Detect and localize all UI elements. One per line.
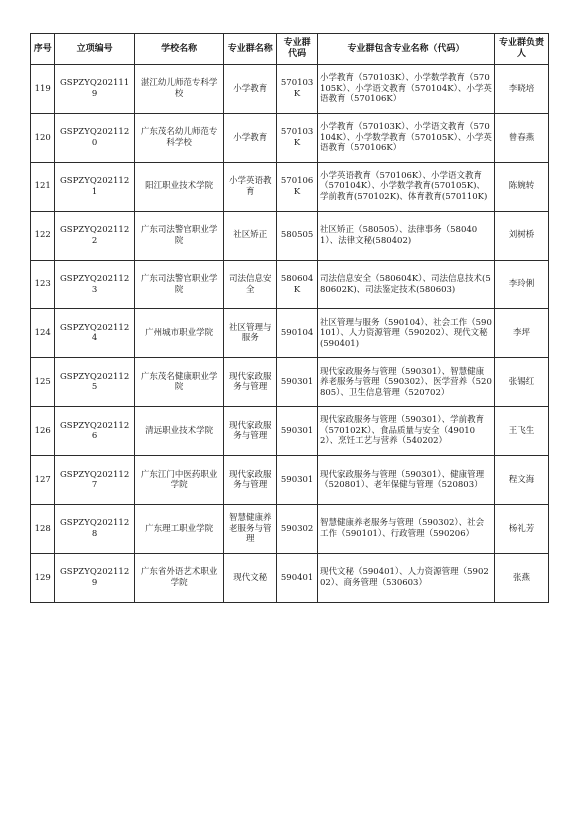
table-row — [31, 260, 549, 309]
cell-no: 127 — [31, 456, 55, 505]
cell-leader: 李玲俐 — [495, 260, 549, 309]
cell-group-name: 社区矫正 — [224, 211, 277, 260]
header-cell: 立项编号 — [55, 34, 134, 65]
cell-project-id: GSPZYQ2021122 — [55, 211, 134, 260]
header-cell: 专业群包含专业名称（代码） — [317, 34, 494, 65]
cell-group-name: 现代家政服务与管理 — [224, 358, 277, 407]
cell-majors: 小学教育（570103K）、小学语文教育（570104K）、小学数学教育（570105K）、小学英语教育（570106K） — [317, 113, 494, 162]
cell-no: 124 — [31, 309, 55, 358]
cell-leader: 杨礼芳 — [495, 505, 549, 554]
table-row — [31, 553, 549, 602]
cell-no: 119 — [31, 65, 55, 114]
table-row — [31, 407, 549, 456]
cell-project-id: GSPZYQ2021127 — [55, 456, 134, 505]
cell-group-name: 小学英语教育 — [224, 162, 277, 211]
table-header-row — [31, 34, 549, 65]
cell-project-id: GSPZYQ2021119 — [55, 65, 134, 114]
cell-group-code: 570103K — [277, 113, 318, 162]
cell-majors: 现代家政服务与管理（590301）、学前教育（570102K）、食品质量与安全（490102）、烹饪工艺与营养（540202） — [317, 407, 494, 456]
cell-majors: 现代文秘（590401）、人力资源管理（590202）、商务管理（530603） — [317, 553, 494, 602]
table-row — [31, 113, 549, 162]
cell-school: 广东司法警官职业学院 — [134, 211, 224, 260]
cell-no: 126 — [31, 407, 55, 456]
table-row — [31, 309, 549, 358]
cell-leader: 程文海 — [495, 456, 549, 505]
cell-school: 广州城市职业学院 — [134, 309, 224, 358]
cell-majors: 社区矫正（580505）、法律事务（580401）、法律文秘(580402) — [317, 211, 494, 260]
cell-group-name: 小学教育 — [224, 113, 277, 162]
table-row — [31, 456, 549, 505]
cell-group-code: 570106K — [277, 162, 318, 211]
cell-no: 122 — [31, 211, 55, 260]
cell-group-code: 590301 — [277, 358, 318, 407]
project-table — [30, 33, 549, 603]
header-cell: 专业群代码 — [277, 34, 318, 65]
cell-group-code: 570103K — [277, 65, 318, 114]
cell-no: 120 — [31, 113, 55, 162]
table-row — [31, 211, 549, 260]
cell-no: 129 — [31, 553, 55, 602]
cell-group-name: 社区管理与服务 — [224, 309, 277, 358]
cell-group-code: 580505 — [277, 211, 318, 260]
cell-group-code: 590401 — [277, 553, 318, 602]
cell-no: 125 — [31, 358, 55, 407]
cell-majors: 现代家政服务与管理（590301）、智慧健康养老服务与管理（590302）、医学营养（520805）、卫生信息管理（520702） — [317, 358, 494, 407]
cell-majors: 小学英语教育（570106K）、小学语文教育（570104K）、小学数学教育(570105K)、学前教育(570102K)、体育教育(570110K) — [317, 162, 494, 211]
cell-group-name: 现代文秘 — [224, 553, 277, 602]
cell-project-id: GSPZYQ2021129 — [55, 553, 134, 602]
cell-project-id: GSPZYQ2021125 — [55, 358, 134, 407]
cell-project-id: GSPZYQ2021120 — [55, 113, 134, 162]
table-row — [31, 162, 549, 211]
cell-school: 广东茂名健康职业学院 — [134, 358, 224, 407]
cell-leader: 曾春燕 — [495, 113, 549, 162]
cell-leader: 李坪 — [495, 309, 549, 358]
cell-group-code: 590301 — [277, 407, 318, 456]
cell-project-id: GSPZYQ2021128 — [55, 505, 134, 554]
cell-school: 广东茂名幼儿师范专科学校 — [134, 113, 224, 162]
cell-school: 广东江门中医药职业学院 — [134, 456, 224, 505]
cell-school: 阳江职业技术学院 — [134, 162, 224, 211]
cell-leader: 张锡红 — [495, 358, 549, 407]
cell-group-name: 司法信息安全 — [224, 260, 277, 309]
cell-majors: 司法信息安全（580604K）、司法信息技术(580602K)、司法鉴定技术(580603) — [317, 260, 494, 309]
cell-school: 湛江幼儿师范专科学校 — [134, 65, 224, 114]
header-cell: 专业群名称 — [224, 34, 277, 65]
cell-project-id: GSPZYQ2021121 — [55, 162, 134, 211]
cell-group-code: 590301 — [277, 456, 318, 505]
cell-majors: 社区管理与服务（590104）、社会工作（590101）、人力资源管理（590202）、现代文秘(590401) — [317, 309, 494, 358]
cell-group-name: 现代家政服务与管理 — [224, 456, 277, 505]
cell-school: 清远职业技术学院 — [134, 407, 224, 456]
cell-group-code: 590302 — [277, 505, 318, 554]
cell-group-code: 580604K — [277, 260, 318, 309]
cell-no: 121 — [31, 162, 55, 211]
cell-group-name: 智慧健康养老服务与管理 — [224, 505, 277, 554]
cell-leader: 王飞生 — [495, 407, 549, 456]
table-row — [31, 65, 549, 114]
cell-no: 128 — [31, 505, 55, 554]
header-cell: 序号 — [31, 34, 55, 65]
cell-majors: 现代家政服务与管理（590301）、健康管理（520801）、老年保健与管理（520803） — [317, 456, 494, 505]
cell-leader: 李晓培 — [495, 65, 549, 114]
cell-leader: 张燕 — [495, 553, 549, 602]
cell-no: 123 — [31, 260, 55, 309]
cell-school: 广东司法警官职业学院 — [134, 260, 224, 309]
cell-leader: 刘树桥 — [495, 211, 549, 260]
table-row — [31, 505, 549, 554]
cell-majors: 小学教育（570103K）、小学数学教育（570105K）、小学语文教育（570104K）、小学英语教育（570106K） — [317, 65, 494, 114]
header-cell: 专业群负责人 — [495, 34, 549, 65]
cell-group-code: 590104 — [277, 309, 318, 358]
cell-project-id: GSPZYQ2021123 — [55, 260, 134, 309]
cell-school: 广东理工职业学院 — [134, 505, 224, 554]
header-cell: 学校名称 — [134, 34, 224, 65]
cell-majors: 智慧健康养老服务与管理（590302）、社会工作（590101）、行政管理（590206） — [317, 505, 494, 554]
cell-group-name: 现代家政服务与管理 — [224, 407, 277, 456]
cell-group-name: 小学教育 — [224, 65, 277, 114]
table-row — [31, 358, 549, 407]
cell-project-id: GSPZYQ2021126 — [55, 407, 134, 456]
cell-school: 广东省外语艺术职业学院 — [134, 553, 224, 602]
cell-leader: 陈婉转 — [495, 162, 549, 211]
cell-project-id: GSPZYQ2021124 — [55, 309, 134, 358]
